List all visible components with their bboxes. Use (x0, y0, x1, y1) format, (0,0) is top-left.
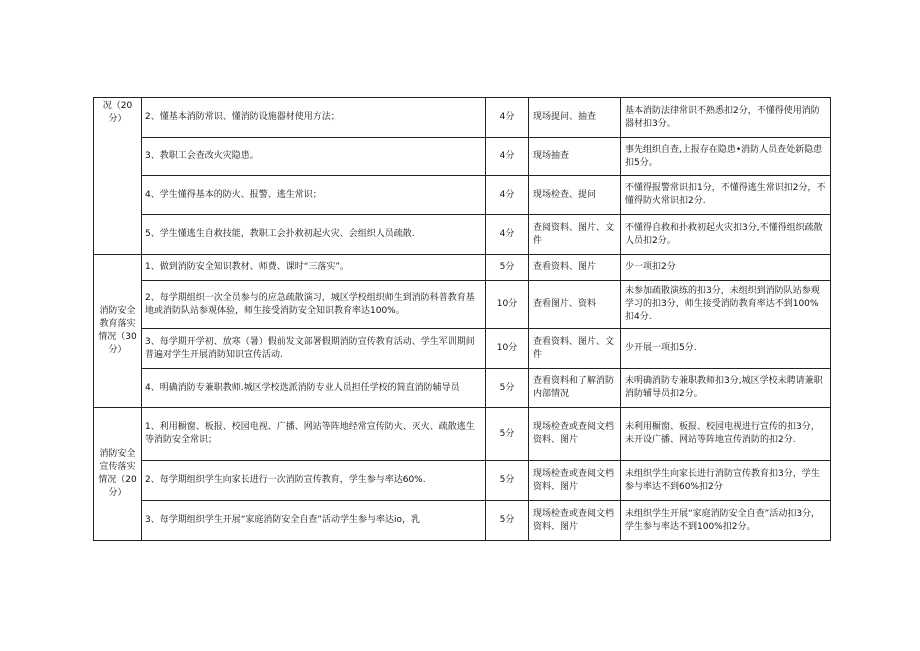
criteria-cell: 少开展一项扣5分. (621, 329, 831, 369)
method-cell: 现场抽查 (529, 138, 621, 176)
score-cell: 5分 (486, 461, 529, 501)
score-cell: 5分 (486, 369, 529, 408)
score-cell: 4分 (486, 176, 529, 215)
criteria-cell: 基本消防法律常识不熟悉扣2分，不懂得使用消防器材扣3分。 (621, 98, 831, 138)
score-cell: 4分 (486, 138, 529, 176)
table-row (94, 408, 831, 461)
score-cell: 10分 (486, 329, 529, 369)
method-cell: 现场提问、抽查 (529, 98, 621, 138)
item-cell: 4、学生懂得基本的防火、报警、逃生常识； (142, 176, 486, 215)
item-cell: 2、每学期组织一次全员参与的应急疏散演习，城区学校组织师生到消防科普教育基地或消防队站参观体验，师生接受消防安全知识教育率达100%。 (142, 281, 486, 329)
criteria-cell: 不懂得自救和扑救初起火灾扣3分,不懂得组织疏散人员扣2分。 (621, 215, 831, 255)
method-cell: 查看资料、图片、文件 (529, 329, 621, 369)
table-row (94, 215, 831, 255)
score-cell: 4分 (486, 98, 529, 138)
score-cell: 5分 (486, 255, 529, 281)
method-cell: 现场检查或查阅文档资料、图片 (529, 461, 621, 501)
criteria-cell: 未参加疏散演练的扣3分，未组织到消防队站参观学习的扣3分，师生接受消防教育率达不到100%扣4分. (621, 281, 831, 329)
criteria-cell: 未明确消防专兼职教师扣3分,城区学校未聘请兼职消防辅导员扣2分。 (621, 369, 831, 408)
item-cell: 1、利用橱窗、板报、校园电视、广播、网站等阵地经常宣传防火、灭火、疏散逃生等消防安全常识； (142, 408, 486, 461)
item-cell: 4、明确消防专兼职教师.城区学校选派消防专业人员担任学校的简直消防辅导员 (142, 369, 486, 408)
category-cell: 消防安全宣传落实情况（20分） (94, 408, 142, 541)
category-cell: 消防安全教育落实情况（30分） (94, 255, 142, 408)
method-cell: 现场检查、提问 (529, 176, 621, 215)
table-row (94, 138, 831, 176)
criteria-cell: 不懂得报警常识扣1分，不懂得逃生常识扣2分，不懂得防火常识扣2分. (621, 176, 831, 215)
table-row (94, 98, 831, 138)
item-cell: 3、每学期组织学生开展“家庭消防安全自查”活动学生参与率达io，乳 (142, 501, 486, 541)
item-cell: 2、懂基本消防常识、懂消防设施器材使用方法； (142, 98, 486, 138)
table-row (94, 329, 831, 369)
table-body (94, 98, 831, 541)
table-row (94, 461, 831, 501)
table-row (94, 176, 831, 215)
item-cell: 1、做到消防安全知识教材、师费、课时“三落实”。 (142, 255, 486, 281)
score-cell: 5分 (486, 408, 529, 461)
method-cell: 查阅资料、图片、文件 (529, 215, 621, 255)
criteria-cell: 事先组织自查,上报存在隐患•消防人员查处新隐患扣5分。 (621, 138, 831, 176)
criteria-cell: 少一项扣2分 (621, 255, 831, 281)
table-row (94, 281, 831, 329)
method-cell: 查看资料、图片 (529, 255, 621, 281)
score-cell: 10分 (486, 281, 529, 329)
category-cell: 况（20分） (94, 98, 142, 255)
item-cell: 3、教职工会查改火灾隐患。 (142, 138, 486, 176)
item-cell: 5、学生懂逃生自救技能，教职工会扑救初起火灾、会组织人员疏散. (142, 215, 486, 255)
criteria-cell: 未组织学生开展“家庭消防安全自查”活动扣3分，学生参与率达不到100%扣2分。 (621, 501, 831, 541)
score-cell: 4分 (486, 215, 529, 255)
method-cell: 现场检查或查阅文档资料、图片 (529, 501, 621, 541)
method-cell: 现场检查或查阅文档资料、图片 (529, 408, 621, 461)
score-cell: 5分 (486, 501, 529, 541)
item-cell: 3、每学期开学初、放寒（暑）假前发文部署假期消防宣传教育活动、学生军训期间普遍对学生开展消防知识宣传活动. (142, 329, 486, 369)
evaluation-table (93, 97, 831, 541)
criteria-cell: 未组织学生向家长进行消防宣传教育扣3分，学生参与率达不到60%扣2分 (621, 461, 831, 501)
criteria-cell: 未利用橱窗、板报、校园电视进行宣传的扣3分，未开设广播、网站等阵地宣传消防的扣2分. (621, 408, 831, 461)
table-row (94, 501, 831, 541)
table-row (94, 255, 831, 281)
item-cell: 2、每学期组织学生向家长进行一次消防宣传教育，学生参与率达60%. (142, 461, 486, 501)
table-row (94, 369, 831, 408)
method-cell: 查看资料和了解消防内部情况 (529, 369, 621, 408)
method-cell: 查看图片、资料 (529, 281, 621, 329)
